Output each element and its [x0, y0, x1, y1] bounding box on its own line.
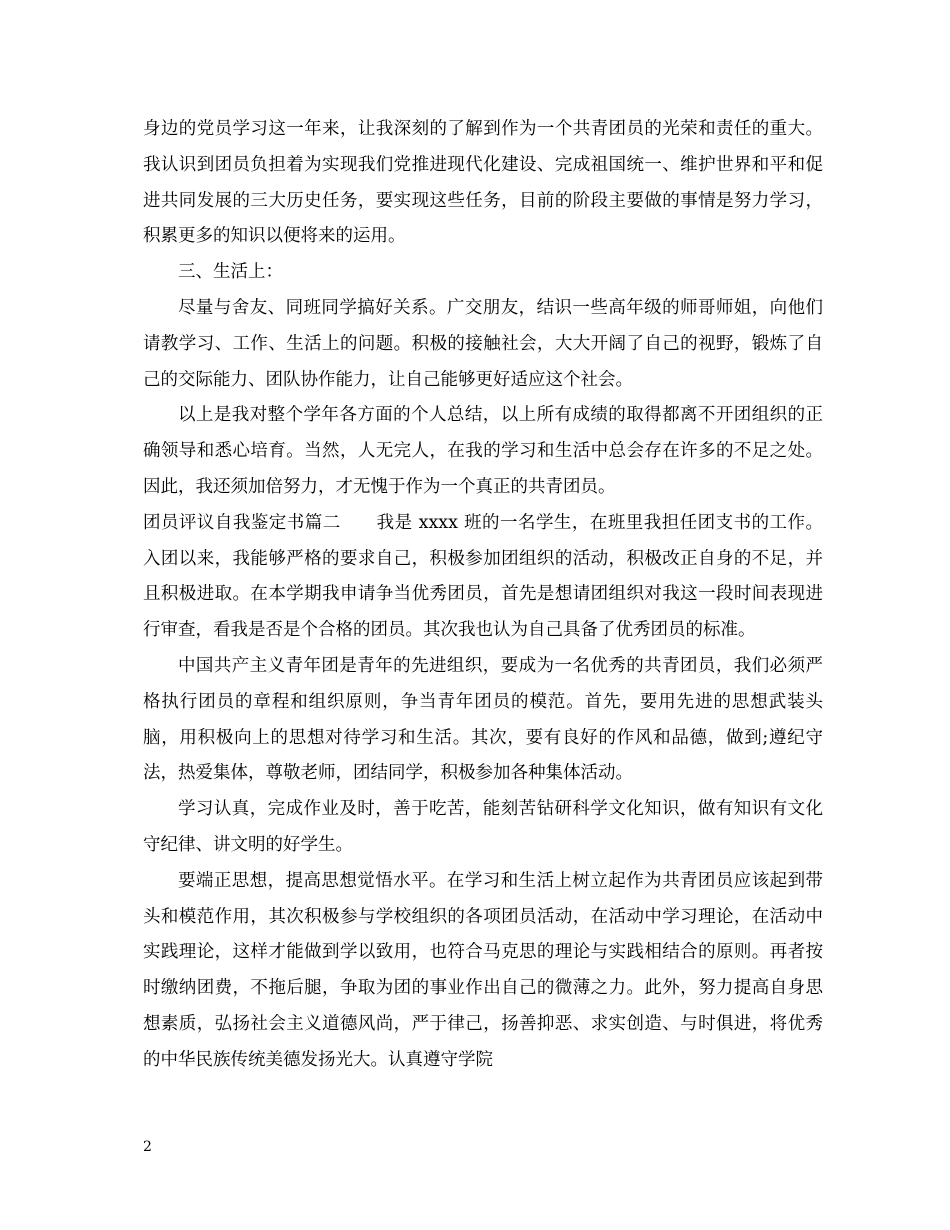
paragraph-6: 学习认真，完成作业及时，善于吃苦，能刻苦钻研科学文化知识，做有知识有文化守纪律、讲文明的好学生。 — [143, 799, 823, 855]
paragraph-5: 中国共产主义青年团是青年的先进组织，要成为一名优秀的共青团员，我们必须严格执行团员的章程和组织原则，争当青年团员的模范。首先，要用先进的思想武装头脑，用积极向上的思想对待学习和生活。其次，要有良好的作风和品德，做到;遵纪守法，热爱集体，尊敬老师，团结同学，积极参加各种集体活动。 — [143, 655, 823, 784]
page-number: 2 — [143, 1139, 152, 1155]
document-body — [143, 112, 823, 1079]
paragraph-7: 要端正思想，提高思想觉悟水平。在学习和生活上树立起作为共青团员应该起到带头和模范作用，其次积极参与学校组织的各项团员活动，在活动中学习理论，在活动中实践理论，这样才能做到学以致用，也符合马克思的理论与实践相结合的原则。再者按时缴纳团费，不拖后腿，争取为团的事业作出自己的微薄之力。此外，努力提高自身思想素质，弘扬社会主义道德风尚，严于律己，扬善抑恶、求实创造、与时俱进，将优秀的中华民族传统美德发扬光大。认真遵守学院 — [143, 870, 823, 1070]
paragraph-3: 以上是我对整个学年各方面的个人总结，以上所有成绩的取得都离不开团组织的正确领导和悉心培育。当然，人无完人，在我的学习和生活中总会存在许多的不足之处。因此，我还须加倍努力，才无愧于作为一个真正的共青团员。 — [143, 405, 823, 497]
paragraph-4-with-title: 团员评议自我鉴定书篇二 我是 xxxx 班的一名学生，在班里我担任团支书的工作。入团以来，我能够严格的要求自己，积极参加团组织的活动，积极改正自身的不足，并且积极进取。在本学期我申请争当优秀团员，首先是想请团组织对我这一段时间表现进行审查，看我是否是个合格的团员。其次我也认为自己具备了优秀团员的标准。 — [143, 512, 823, 641]
paragraph-2: 尽量与舍友、同班同学搞好关系。广交朋友，结识一些高年级的师哥师姐，向他们请教学习、工作、生活上的问题。积极的接触社会，大大开阔了自己的视野，锻炼了自己的交际能力、团队协作能力，让自己能够更好适应这个社会。 — [143, 297, 823, 390]
paragraph-1: 身边的党员学习这一年来，让我深刻的了解到作为一个共青团员的光荣和责任的重大。我认识到团员负担着为实现我们党推进现代化建设、完成祖国统一、维护世界和平和促进共同发展的三大历史任务，要实现这些任务，目前的阶段主要做的事情是努力学习，积累更多的知识以便将来的运用。 — [143, 119, 823, 247]
section-heading-life: 三、生活上： — [178, 262, 283, 283]
